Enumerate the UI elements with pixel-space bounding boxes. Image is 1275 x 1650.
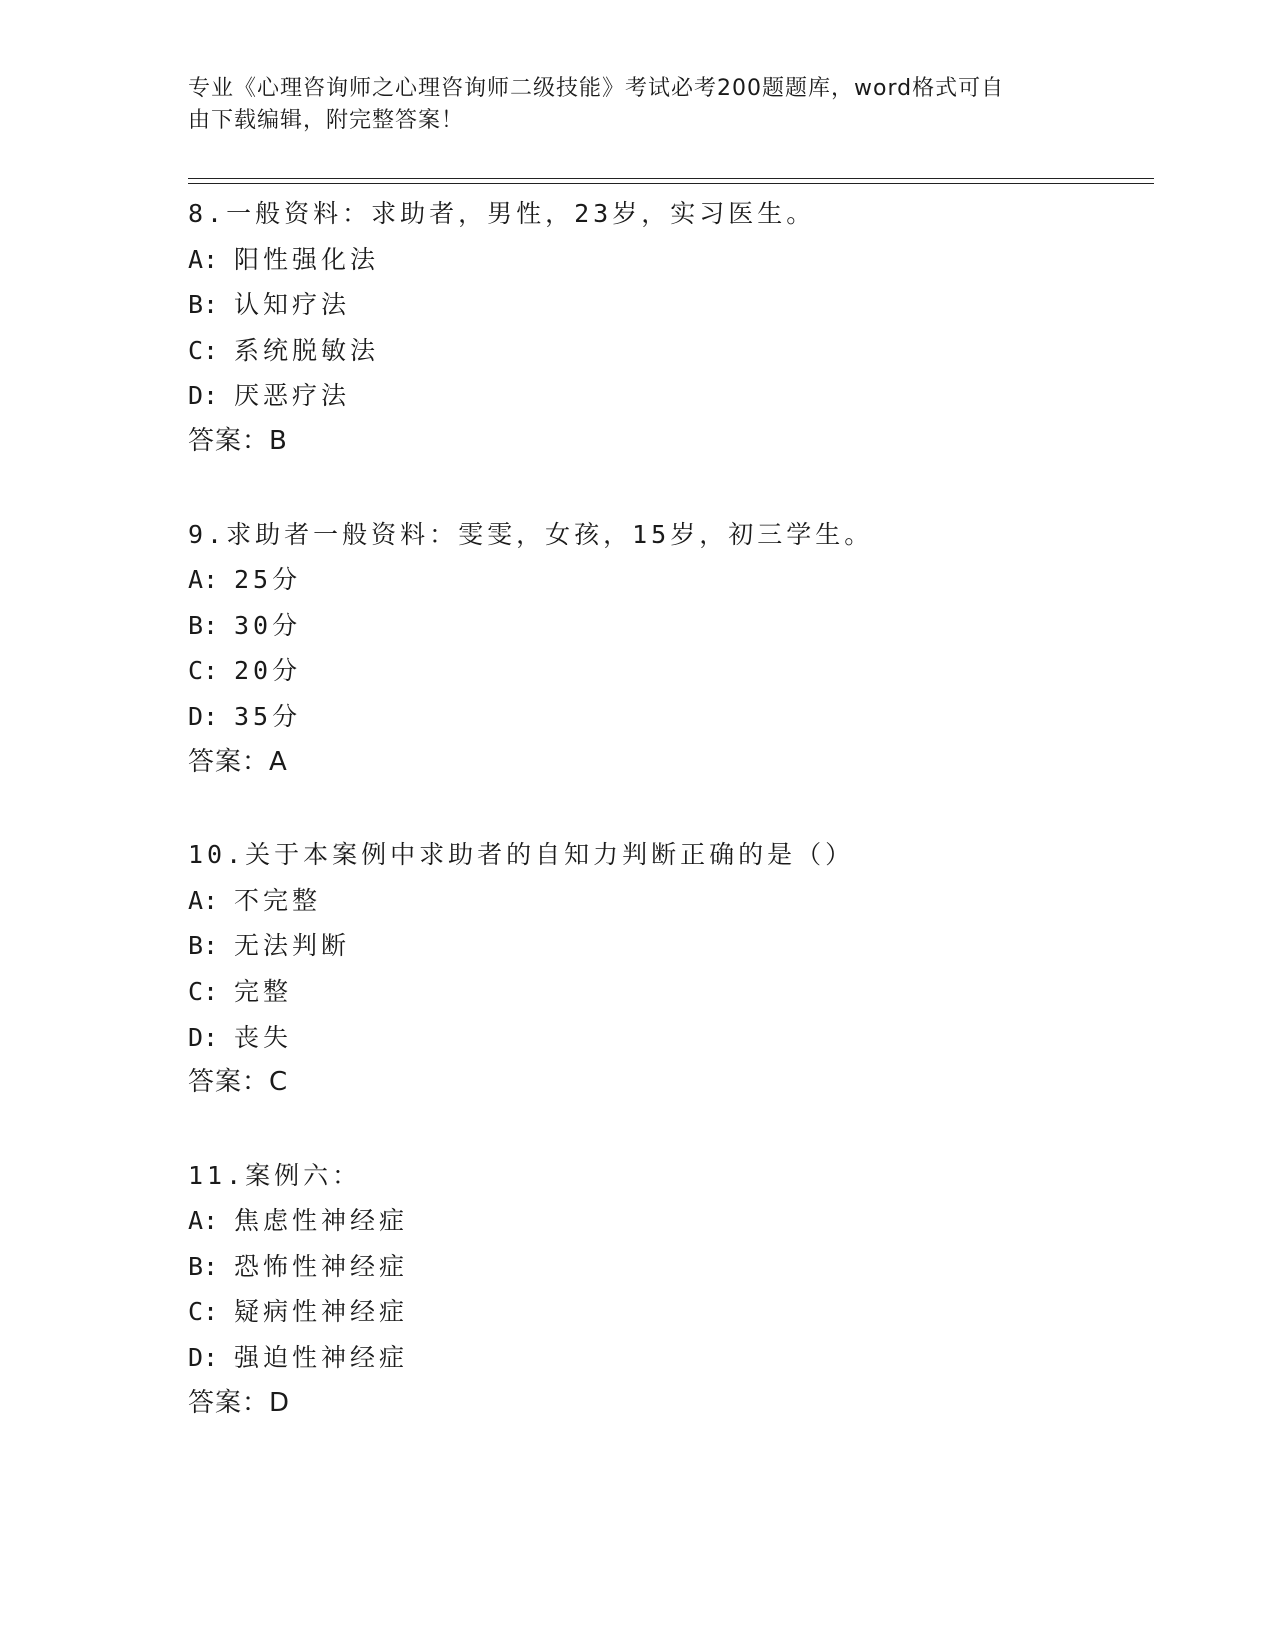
option-text: 丧失 xyxy=(234,1022,293,1052)
option-letter: B: xyxy=(188,1251,219,1281)
question-8 xyxy=(188,191,1154,465)
question-stem: 10.关于本案例中求助者的自知力判断正确的是（） xyxy=(188,840,855,870)
answer-line: 答案：D xyxy=(188,1387,291,1418)
option-text: 恐怖性神经症 xyxy=(234,1251,409,1281)
option-letter: B: xyxy=(188,610,219,640)
option-text: 30分 xyxy=(234,610,302,640)
option-text: 厌恶疗法 xyxy=(234,381,351,411)
answer-line: 答案：B xyxy=(188,425,288,456)
question-9 xyxy=(188,512,1154,786)
option-b xyxy=(188,923,1154,969)
option-letter: D: xyxy=(188,1343,219,1373)
option-text: 不完整 xyxy=(234,885,322,915)
option-letter: A: xyxy=(188,565,219,595)
question-11 xyxy=(188,1153,1154,1427)
option-letter: A: xyxy=(188,885,219,915)
option-letter: C: xyxy=(188,976,219,1006)
header-divider-top xyxy=(188,178,1154,179)
option-text: 完整 xyxy=(234,976,293,1006)
option-a xyxy=(188,557,1154,603)
option-text: 焦虑性神经症 xyxy=(234,1206,409,1236)
option-c xyxy=(188,969,1154,1015)
option-c xyxy=(188,648,1154,694)
option-d xyxy=(188,1015,1154,1061)
option-text: 认知疗法 xyxy=(234,290,351,320)
header-line-2: 由下载编辑，附完整答案！ xyxy=(188,108,465,133)
option-b xyxy=(188,603,1154,649)
option-d xyxy=(188,373,1154,419)
option-c xyxy=(188,328,1154,374)
option-text: 20分 xyxy=(234,656,302,686)
answer-line: 答案：C xyxy=(188,1067,289,1098)
option-b xyxy=(188,1244,1154,1290)
option-a xyxy=(188,1198,1154,1244)
option-b xyxy=(188,282,1154,328)
option-letter: B: xyxy=(188,290,219,320)
option-c xyxy=(188,1289,1154,1335)
option-text: 阳性强化法 xyxy=(234,244,380,274)
question-stem: 8.一般资料：求助者，男性，23岁，实习医生。 xyxy=(188,199,816,228)
option-a xyxy=(188,878,1154,924)
question-10 xyxy=(188,832,1154,1106)
option-d xyxy=(188,1335,1154,1381)
option-text: 无法判断 xyxy=(234,931,351,961)
option-letter: C: xyxy=(188,1297,219,1327)
option-letter: C: xyxy=(188,335,219,365)
option-text: 疑病性神经症 xyxy=(234,1297,409,1327)
option-text: 强迫性神经症 xyxy=(234,1343,409,1373)
option-text: 35分 xyxy=(234,701,302,731)
document-header xyxy=(188,73,1068,137)
option-letter: A: xyxy=(188,244,219,274)
option-letter: D: xyxy=(188,701,219,731)
option-letter: D: xyxy=(188,1022,219,1052)
question-stem: 11.案例六： xyxy=(188,1160,362,1190)
option-text: 25分 xyxy=(234,565,302,595)
option-letter: A: xyxy=(188,1206,219,1236)
option-letter: D: xyxy=(188,381,219,411)
header-divider-bottom xyxy=(188,183,1154,184)
option-a xyxy=(188,237,1154,283)
option-letter: B: xyxy=(188,931,219,961)
answer-line: 答案：A xyxy=(188,746,288,777)
header-line-1: 专业《心理咨询师之心理咨询师二级技能》考试必考200题题库，word格式可自 xyxy=(188,76,1005,101)
option-d xyxy=(188,694,1154,740)
question-list xyxy=(188,191,1154,1473)
option-text: 系统脱敏法 xyxy=(234,335,380,365)
question-stem: 9.求助者一般资料：雯雯，女孩，15岁，初三学生。 xyxy=(188,519,874,549)
option-letter: C: xyxy=(188,656,219,686)
